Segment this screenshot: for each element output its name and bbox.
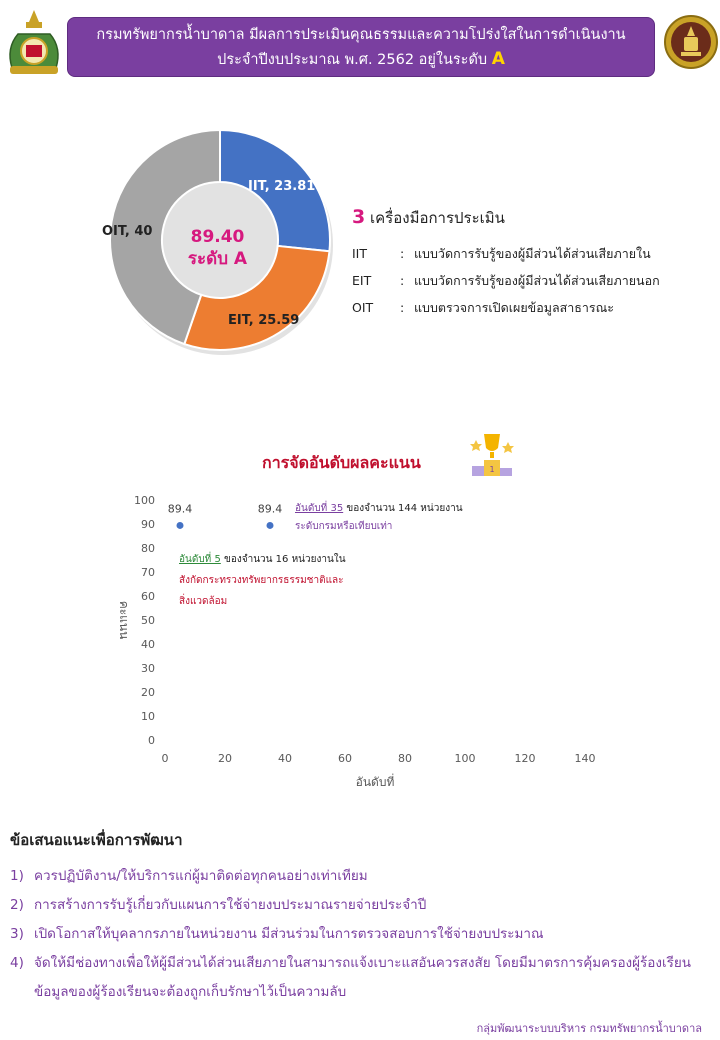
scatter-point [267, 522, 274, 529]
donut-label-oit-value: 40 [134, 224, 153, 239]
tools-title-text: เครื่องมือการประเมิน [370, 209, 505, 227]
recommendation-number: 1) [10, 868, 24, 884]
y-tick-label: 100 [134, 494, 155, 507]
department-seal-logo [4, 8, 64, 76]
tool-colon: : [400, 246, 405, 261]
y-tick-label: 70 [141, 566, 155, 579]
annotation-line2: สังกัดกระทรวงทรัพยากรธรรมชาติและ [179, 575, 344, 586]
header-grade: A [491, 49, 505, 69]
tool-colon: : [400, 300, 405, 315]
x-tick-label: 80 [398, 752, 412, 765]
y-tick-label: 10 [141, 710, 155, 723]
recommendation-item [10, 949, 715, 1007]
annotation-highlight: อันดับที่ 35 [295, 503, 344, 514]
recommendation-text: การสร้างการรับรู้เกี่ยวกับแผนการใช้จ่ายงบประมาณรายจ่ายประจำปี [34, 897, 427, 913]
y-tick-label: 30 [141, 662, 155, 675]
donut-label-eit-value: 25.59 [258, 313, 300, 328]
annotation-highlight: อันดับที่ 5 [179, 554, 221, 565]
scatter-point [177, 522, 184, 529]
ranking-scatter-chart [100, 490, 620, 800]
x-tick-label: 140 [574, 752, 596, 765]
donut-label-eit: EIT, 25.59 [228, 313, 300, 328]
tool-abbr: EIT [352, 273, 372, 288]
y-tick-label: 90 [141, 518, 155, 531]
trophy-icon [468, 430, 516, 478]
recommendation-number: 3) [10, 926, 24, 942]
tool-colon: : [400, 273, 405, 288]
tool-row-iit [352, 240, 712, 267]
x-axis-label: อันดับที่ [355, 775, 395, 789]
annotation-text: ของจำนวน 144 หน่วยงาน [343, 503, 463, 514]
recommendations [10, 828, 715, 1007]
total-grade: ระดับ A [187, 249, 248, 269]
annotation-line2: ระดับกรมหรือเทียบเท่า [295, 521, 393, 532]
y-tick-label: 20 [141, 686, 155, 699]
recommendation-text: จัดให้มีช่องทางเพื่อให้ผู้มีส่วนได้ส่วนเสียภายในสามารถแจ้งเบาะแสอันควรสงสัย โดยมีมาตรการคุ้มครองผู้ร้องเรียน ข้อมูลของผู้ร้องเรียนจะต้องถูกเก็บรักษาไว้เป็นความลับ [34, 955, 692, 1000]
donut-label-iit: IIT, 23.81 [248, 179, 316, 194]
donut-center-score [160, 226, 275, 270]
scatter-data-label: 89.4 [257, 502, 283, 516]
x-tick-label: 60 [338, 752, 352, 765]
header-title-line1: กรมทรัพยากรน้ำบาดาล มีผลการประเมินคุณธรรมและความโปร่งใสในการดำเนินงาน [96, 27, 626, 43]
donut-label-oit-name: OIT [102, 224, 125, 239]
recommendations-title: ข้อเสนอแนะเพื่อการพัฒนา [10, 831, 183, 849]
recommendation-text: ควรปฏิบัติงาน/ให้บริการแก่ผู้มาติดต่อทุกคนอย่างเท่าเทียม [34, 868, 368, 884]
recommendation-text: เปิดโอกาสให้บุคลากรภายในหน่วยงาน มีส่วนร่วมในการตรวจสอบการใช้จ่ายงบประมาณ [34, 926, 544, 942]
donut-label-eit-name: EIT [228, 313, 249, 328]
tool-desc: แบบวัดการรับรู้ของผู้มีส่วนได้ส่วนเสียภายนอก [414, 272, 660, 288]
x-tick-label: 120 [514, 752, 536, 765]
scatter-data-label: 89.4 [167, 502, 193, 516]
tool-abbr: OIT [352, 300, 374, 315]
tool-desc: แบบวัดการรับรู้ของผู้มีส่วนได้ส่วนเสียภายใน [414, 245, 651, 261]
annotation-rank-35 [295, 500, 463, 536]
header-title-text: ประจำปีงบประมาณ พ.ศ. 2562 อยู่ในระดับ [217, 52, 488, 68]
recommendation-number: 4) [10, 955, 24, 971]
donut-label-oit: OIT, 40 [102, 224, 153, 239]
tool-desc: แบบตรวจการเปิดเผยข้อมูลสาธารณะ [414, 299, 614, 315]
footer-credit: กลุ่มพัฒนาระบบบริหาร กรมทรัพยากรน้ำบาดาล [476, 1022, 702, 1035]
annotation-line3: สิ่งแวดล้อม [179, 596, 228, 607]
royal-emblem-logo [664, 10, 718, 74]
y-tick-label: 40 [141, 638, 155, 651]
header-banner [67, 17, 655, 77]
y-axis-label: คะแนน [117, 600, 131, 640]
x-tick-label: 100 [454, 752, 476, 765]
x-tick-label: 20 [218, 752, 232, 765]
ranking-title: การจัดอันดับผลคะแนน [262, 453, 421, 472]
recommendation-item [10, 862, 715, 891]
assessment-tools [352, 206, 712, 321]
annotation-rank-5 [179, 549, 346, 612]
tools-count: 3 [352, 206, 366, 228]
y-tick-label: 50 [141, 614, 155, 627]
y-tick-label: 0 [148, 734, 155, 747]
x-tick-label: 0 [161, 752, 169, 765]
recommendation-number: 2) [10, 897, 24, 913]
y-tick-label: 80 [141, 542, 155, 555]
tools-title [352, 206, 712, 230]
recommendation-item [10, 891, 715, 920]
svg-text:1: 1 [489, 465, 495, 474]
tool-row-eit [352, 267, 712, 294]
tool-row-oit [352, 294, 712, 321]
y-tick-label: 60 [141, 590, 155, 603]
recommendation-item [10, 920, 715, 949]
donut-label-iit-name: IIT [248, 179, 265, 194]
x-tick-label: 40 [278, 752, 292, 765]
tool-abbr: IIT [352, 246, 368, 261]
header-title-line2 [68, 47, 654, 72]
donut-label-iit-value: 23.81 [274, 179, 316, 194]
annotation-text: ของจำนวน 16 หน่วยงานใน [220, 554, 346, 565]
total-score: 89.40 [190, 227, 245, 247]
